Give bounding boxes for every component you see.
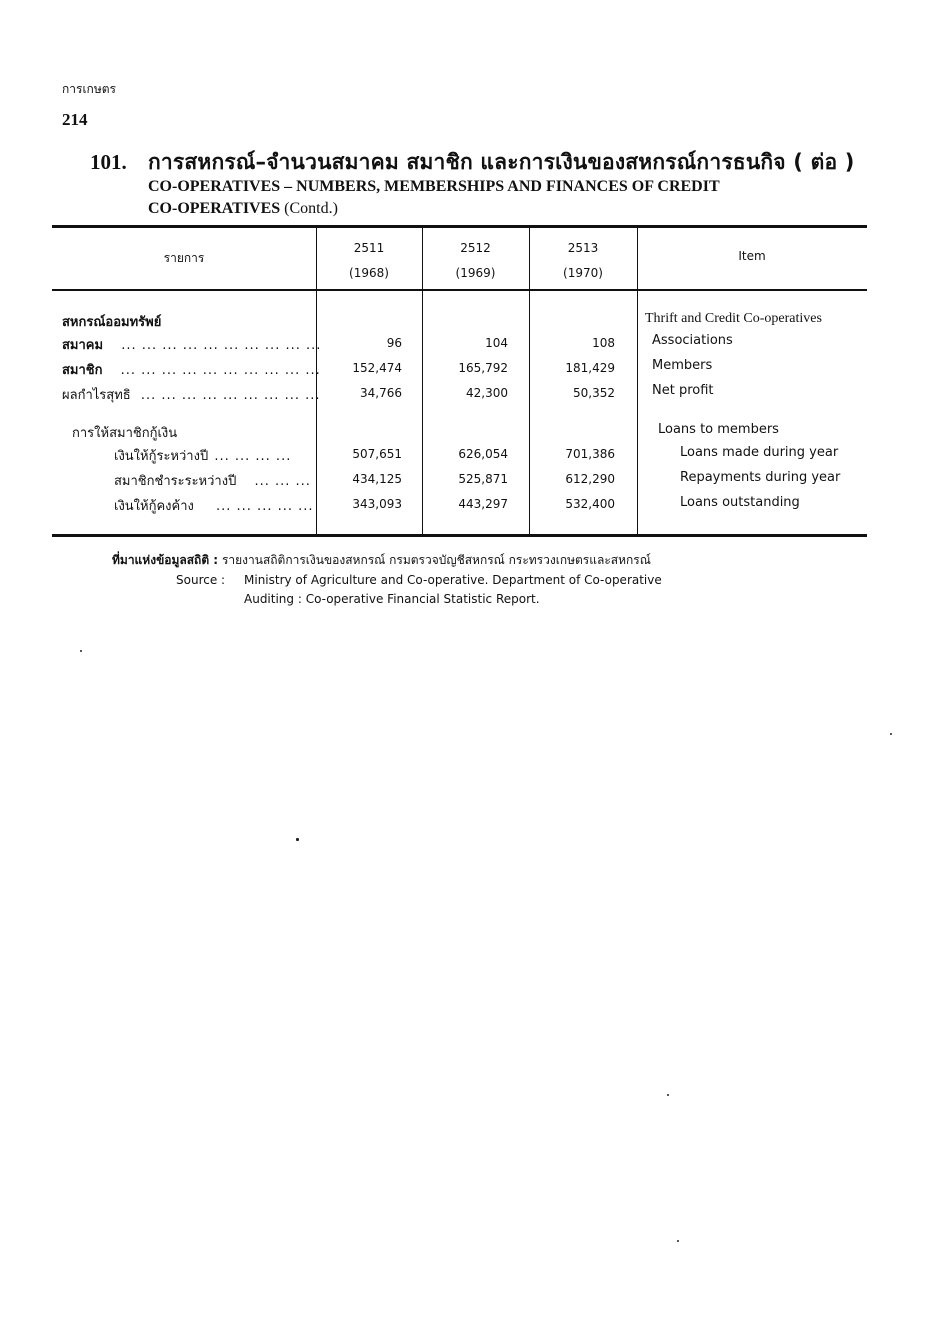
source-text-thai: รายงานสถิติการเงินของสหกรณ์ กรมตรวจบัญชีสหกรณ์ กระทรวงเกษตรและสหกรณ์ — [221, 553, 651, 567]
header-year-1969 — [422, 236, 529, 286]
cell-value: 612,290 — [565, 472, 615, 486]
row-label-text: เงินให้กู้ระหว่างปี — [114, 449, 209, 464]
leader-dots: ... ... ... — [254, 474, 311, 489]
row-label-text: เงินให้กู้คงค้าง — [114, 499, 194, 514]
cell-value: 701,386 — [565, 447, 615, 461]
running-head: การเกษตร — [62, 82, 116, 96]
section-label-thai: การให้สมาชิกกู้เงิน — [72, 426, 178, 441]
table-title-contd: (Contd.) — [284, 200, 338, 217]
table-row-label-thai — [114, 495, 314, 516]
header-year-thai: 2511 — [353, 241, 385, 255]
leader-dots: ... ... ... ... — [214, 449, 292, 464]
cell-value: 626,054 — [458, 447, 508, 461]
cell-value: 50,352 — [573, 386, 615, 400]
header-item-thai: รายการ — [163, 251, 205, 265]
section-label-en: Loans to members — [658, 422, 779, 437]
cell-value: 42,300 — [466, 386, 508, 400]
table-row-label-thai — [114, 470, 311, 491]
table-header-rule — [52, 289, 867, 291]
cell-value: 152,474 — [352, 361, 402, 375]
leader-dots: ... ... ... ... ... — [216, 499, 314, 514]
table-row-label-thai — [62, 384, 321, 405]
leader-dots: ... ... ... ... ... ... ... ... ... — [140, 388, 321, 403]
table-row-label-thai — [62, 359, 321, 380]
cell-value: 443,297 — [458, 497, 508, 511]
header-year-en: (1969) — [455, 266, 496, 280]
cell-value: 507,651 — [352, 447, 402, 461]
row-label-text: สมาชิก — [62, 363, 103, 378]
header-year-thai: 2512 — [460, 241, 491, 255]
source-text-en-line1: Ministry of Agriculture and Co-operative. Department of Co-operative — [244, 573, 662, 587]
row-label-text: สมาคม — [62, 338, 104, 353]
table-title-english-line1: CO-OPERATIVES – NUMBERS, MEMBERSHIPS AND FINANCES OF CREDIT — [148, 178, 720, 195]
cell-value: 434,125 — [352, 472, 402, 486]
header-year-en: (1970) — [563, 266, 603, 280]
table-row-label-en: Loans made during year — [680, 445, 839, 460]
scan-speck — [890, 733, 892, 735]
source-label-en: Source : — [176, 573, 226, 587]
table-row-label-thai — [62, 334, 321, 355]
header-year-thai: 2513 — [567, 241, 599, 255]
cell-value: 532,400 — [565, 497, 615, 511]
table-title-thai: การสหกรณ์–จำนวนสมาคม สมาชิก และการเงินของสหกรณ์การธนกิจ ( ต่อ ) — [148, 150, 855, 174]
scan-speck — [677, 1240, 679, 1242]
section-label-thai: สหกรณ์ออมทรัพย์ — [62, 315, 162, 330]
page-number: 214 — [62, 110, 88, 129]
cell-value: 165,792 — [458, 361, 508, 375]
section-label-en: Thrift and Credit Co-operatives — [645, 311, 822, 326]
cell-value: 108 — [592, 336, 615, 350]
cell-value: 96 — [386, 336, 402, 350]
source-text-en-line2: Auditing : Co-operative Financial Statistic Report. — [244, 592, 540, 606]
source-note-thai — [112, 551, 651, 570]
column-divider — [637, 228, 638, 534]
scan-speck — [667, 1094, 669, 1096]
cell-value: 34,766 — [360, 386, 402, 400]
table-row-label-en: Loans outstanding — [680, 495, 800, 510]
header-year-1968 — [316, 236, 422, 286]
table-row-label-thai — [114, 445, 291, 466]
header-item-en: Item — [738, 249, 766, 263]
table-title-english-line2 — [148, 200, 338, 218]
table-top-rule — [52, 225, 867, 228]
header-year-1970 — [529, 236, 637, 286]
table-bottom-rule — [52, 534, 867, 537]
cell-value: 181,429 — [565, 361, 615, 375]
cell-value: 343,093 — [352, 497, 402, 511]
row-label-text: สมาชิกชำระระหว่างปี — [114, 474, 237, 489]
table-title-english-line2-text: CO-OPERATIVES — [148, 200, 281, 217]
table-row-label-en: Associations — [652, 333, 733, 348]
source-label-thai: ที่มาแห่งข้อมูลสถิติ : — [112, 553, 219, 567]
cell-value: 104 — [485, 336, 508, 350]
leader-dots: ... ... ... ... ... ... ... ... ... ... — [120, 363, 321, 378]
scan-speck — [296, 838, 299, 841]
table-row-label-en: Net profit — [652, 383, 714, 398]
leader-dots: ... ... ... ... ... ... ... ... ... ... — [121, 338, 322, 353]
row-label-text: ผลกำไรสุทธิ — [62, 388, 131, 403]
table-row-label-en: Members — [652, 358, 713, 373]
cell-value: 525,871 — [458, 472, 508, 486]
scan-speck — [80, 650, 82, 652]
table-row-label-en: Repayments during year — [680, 470, 841, 485]
header-year-en: (1968) — [349, 266, 389, 280]
table-number: 101. — [90, 150, 127, 174]
